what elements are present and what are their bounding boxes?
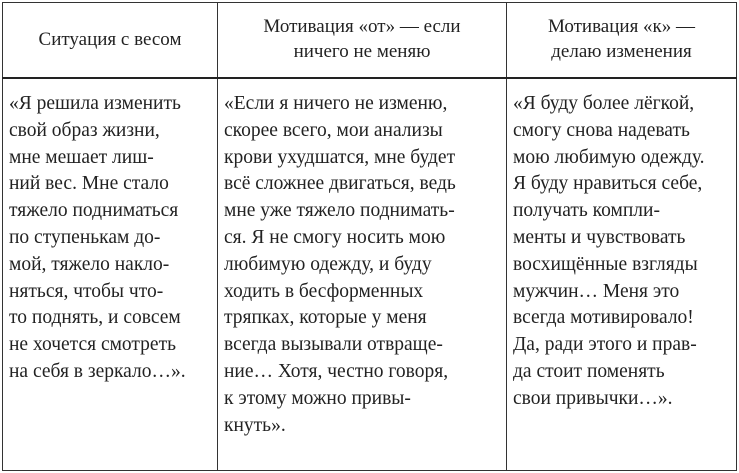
cell-line: всегда вызывали отвраще- (224, 334, 443, 356)
cell-line: няться, чтобы что- (9, 280, 164, 302)
cell-line: мой, тяжело накло- (9, 253, 170, 275)
cell-line: то поднять, и совсем (9, 307, 181, 329)
cell-line: свои привычки…». (513, 387, 673, 409)
cell-line: смогу снова надевать (513, 119, 690, 141)
motivation-table (2, 2, 737, 471)
cell-line: кнуть». (224, 414, 286, 436)
header-line: Мотивация «от» — если (263, 16, 461, 37)
cell-line: «Если я ничего не изменю, (224, 93, 448, 114)
cell-line: свой образ жизни, (9, 119, 160, 141)
motivation-table-wrapper (2, 2, 736, 471)
cell-line: ходить в бесформенных (224, 280, 424, 302)
cell-line: всё сложнее двигаться, ведь (224, 173, 456, 195)
cell-line: получать компли- (513, 200, 660, 222)
header-line: делаю изменения (551, 41, 692, 62)
header-line: ничего не меняю (293, 41, 431, 62)
cell-line: менты и чувствовать (513, 226, 686, 248)
cell-line: мою любимую одежду. (513, 146, 705, 168)
cell-motivation-away (218, 78, 507, 471)
cell-line: скорее всего, мои анализы (224, 119, 443, 141)
cell-line: к этому можно привы- (224, 387, 411, 409)
cell-line: «Я буду более лёгкой, (513, 93, 695, 114)
cell-line: на себя в зеркало…». (9, 360, 186, 382)
header-motivation-away (218, 3, 507, 79)
cell-weight-situation (3, 78, 218, 471)
cell-line: тяжело подниматься (9, 200, 179, 222)
header-motivation-toward (507, 3, 737, 79)
cell-line: по ступенькам до- (9, 226, 161, 248)
cell-line: ся. Я не смогу носить мою (224, 226, 446, 248)
cell-line: мне мешает лиш- (9, 146, 154, 168)
cell-line: да стоит поменять (513, 360, 665, 382)
table-header-row (3, 3, 737, 79)
cell-line: крови ухудшатся, мне будет (224, 146, 456, 168)
cell-line: «Я решила изменить (9, 93, 181, 114)
table-row (3, 78, 737, 471)
cell-line: восхищённые взгляды (513, 253, 698, 275)
cell-line: любимую одежду, и буду (224, 253, 432, 275)
header-weight-situation (3, 3, 218, 79)
cell-line: ний вес. Мне стало (9, 173, 169, 195)
cell-line: всегда мотивировало! (513, 307, 694, 329)
cell-line: не хочется смотреть (9, 334, 177, 356)
cell-line: тряпках, которые у меня (224, 307, 427, 329)
cell-line: мне уже тяжело поднимать- (224, 200, 455, 222)
cell-line: мужчин… Меня это (513, 280, 680, 302)
cell-line: Да, ради этого и прав- (513, 334, 697, 356)
cell-line: Я буду нравиться себе, (513, 173, 703, 195)
cell-motivation-toward (507, 78, 737, 471)
header-line: Мотивация «к» — (547, 16, 696, 37)
cell-line: ние… Хотя, честно говоря, (224, 360, 449, 382)
header-line: Ситуация с весом (38, 28, 182, 50)
